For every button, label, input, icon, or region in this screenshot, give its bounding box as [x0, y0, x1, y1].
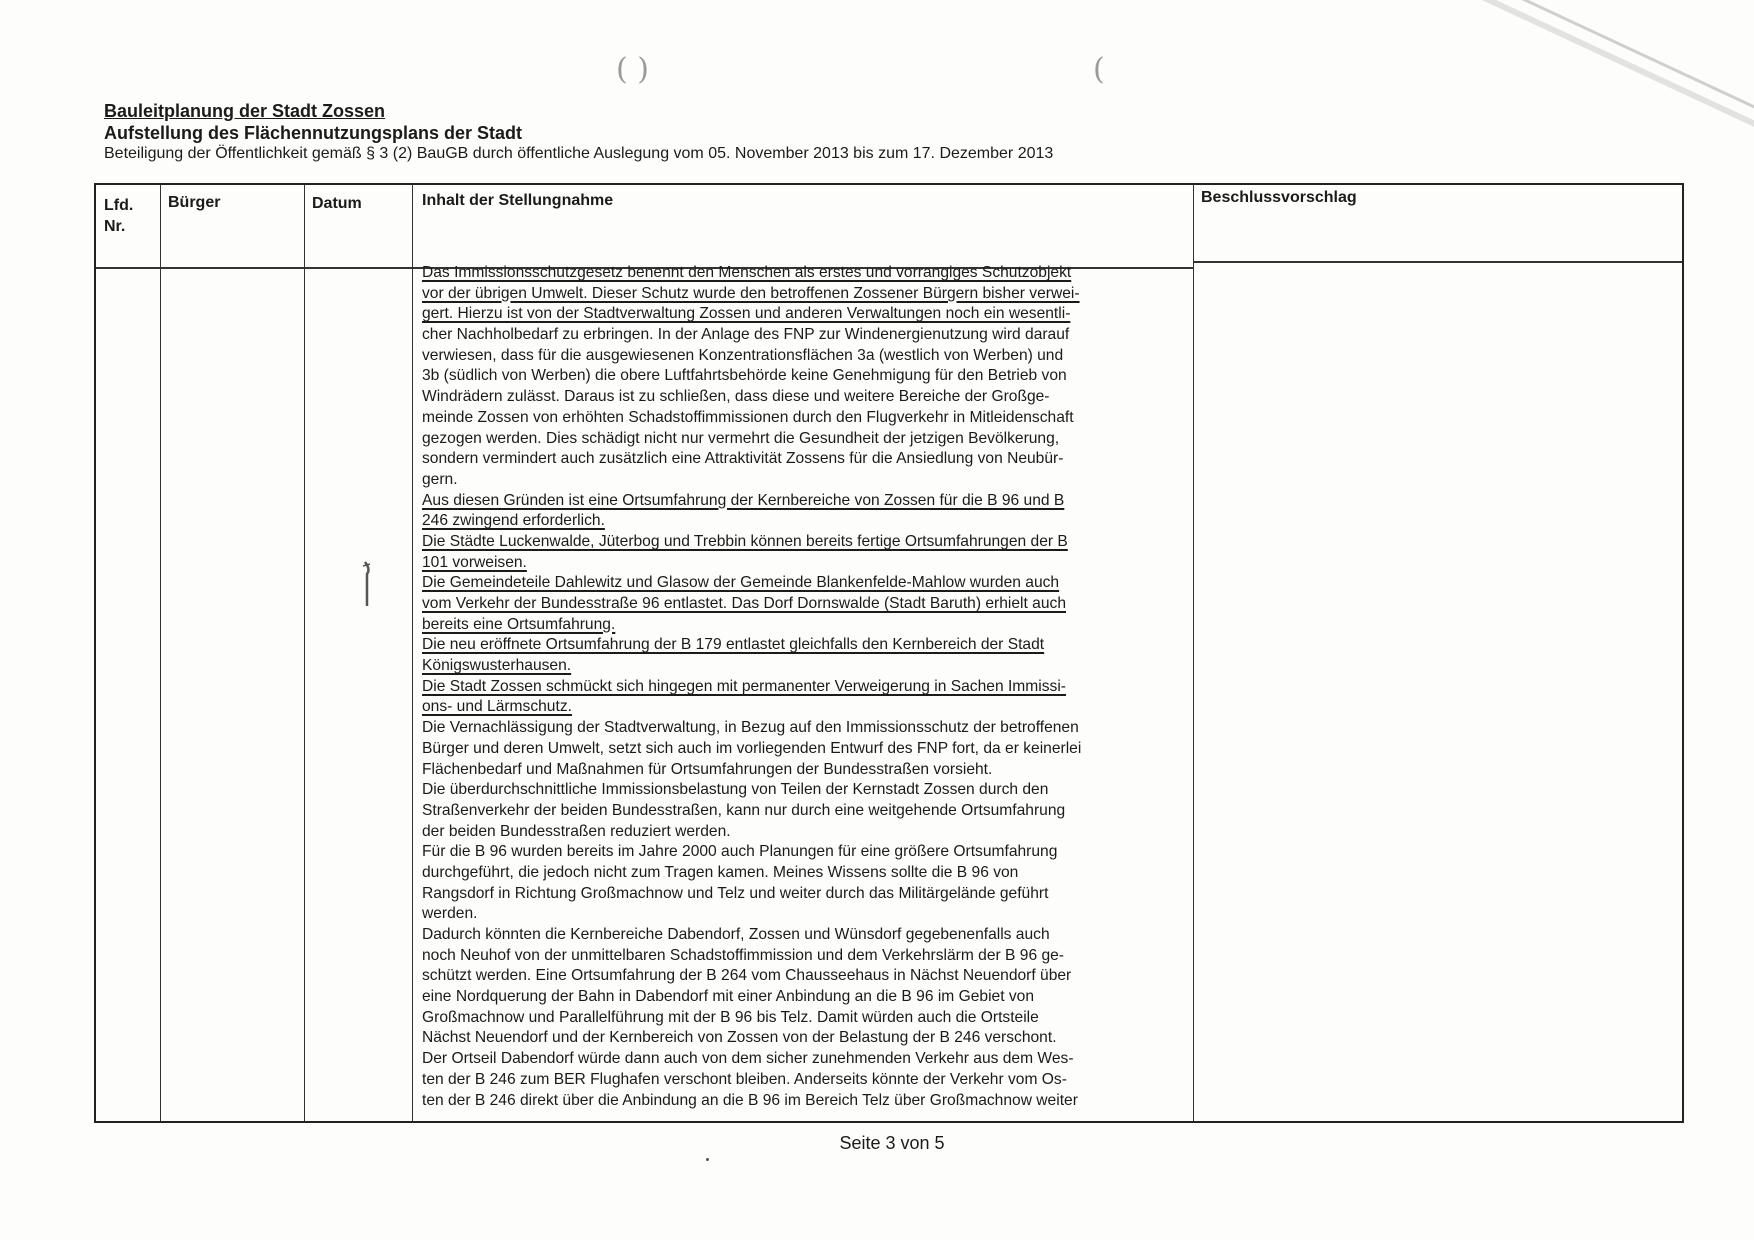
content-line: gert. Hierzu ist von der Stadtverwaltung Zossen und anderen Verwaltungen noch ein wesentli- — [422, 305, 1071, 323]
content-line: Flächenbedarf und Maßnahmen für Ortsumfahrungen der Bundesstraßen vorsieht. — [422, 760, 993, 778]
content-line: werden. — [422, 905, 478, 923]
content-line: 101 vorweisen. — [422, 553, 527, 571]
column-divider — [412, 185, 413, 1121]
content-line: schützt werden. Eine Ortsumfahrung der B 264 vom Chausseehaus in Nächst Neuendorf über — [422, 967, 1072, 985]
document-subtitle: Aufstellung des Flächennutzungsplans der Stadt — [104, 123, 523, 143]
content-line: Bürger und deren Umwelt, setzt sich auch im vorliegenden Entwurf des FNP fort, da er keinerlei — [422, 739, 1082, 757]
content-line: 246 zwingend erforderlich. — [422, 512, 605, 530]
content-line: gern. — [422, 470, 458, 488]
column-header-inhalt: Inhalt der Stellungnahme — [422, 192, 614, 209]
content-line: gezogen werden. Dies schädigt nicht nur vermehrt die Gesundheit der jetzigen Bevölkerung, — [422, 429, 1060, 447]
content-line: Die überdurchschnittliche Immissionsbelastung von Teilen der Kernstadt Zossen durch den — [422, 781, 1049, 799]
scan-speck — [706, 1158, 709, 1161]
document-info-line: Beteiligung der Öffentlichkeit gemäß § 3 (2) BauGB durch öffentliche Auslegung vom 05. November 2013 bis zum 17. Dezember 2013 — [104, 145, 1054, 162]
statement-table — [94, 183, 1684, 1123]
content-line: Das Immissionsschutzgesetz benennt den Menschen als erstes und vorrangiges Schutzobjekt — [422, 264, 1072, 281]
content-line: ons- und Lärmschutz. — [422, 698, 572, 716]
content-line: meinde Zossen von erhöhten Schadstoffimmissionen durch den Flugverkehr in Mitleidenschaft — [422, 408, 1074, 426]
content-line: verwiesen, dass für die ausgewiesenen Konzentrationsflächen 3a (westlich von Werben) und — [422, 346, 1064, 364]
content-line: 3b (südlich von Werben) die obere Luftfahrtsbehörde keine Genehmigung für den Betrieb von — [422, 367, 1067, 385]
statement-content — [422, 263, 1187, 1111]
content-line: Nächst Neuendorf und der Kernbereich von Zossen von der Belastung der B 246 verschont. — [422, 1029, 1057, 1047]
punch-hole-mark: ( ) — [616, 52, 649, 87]
content-line: cher Nachholbedarf zu erbringen. In der Anlage des FNP zur Windenergienutzung wird darauf — [422, 326, 1070, 344]
header-row-divider — [1193, 261, 1682, 263]
content-line: noch Neuhof von der unmittelbaren Schadstoffimmission und dem Verkehrslärm der B 96 ge- — [422, 946, 1064, 964]
column-divider — [1193, 185, 1194, 1121]
content-line: durchgeführt, die jedoch nicht zum Tragen kamen. Meines Wissens sollte die B 96 von — [422, 863, 1019, 881]
column-header-buerger: Bürger — [168, 194, 221, 211]
content-line: ten der B 246 zum BER Flughafen verschont bleiben. Anderseits könnte der Verkehr vom Os- — [422, 1070, 1067, 1088]
content-line: Die Vernachlässigung der Stadtverwaltung, in Bezug auf den Immissionsschutz der betroffenen — [422, 719, 1079, 737]
document-title: Bauleitplanung der Stadt Zossen — [104, 101, 386, 121]
content-line: sondern vermindert auch zusätzlich eine Attraktivität Zossens für die Ansiedlung von Neubür- — [422, 450, 1064, 468]
content-line: vom Verkehr der Bundesstraße 96 entlastet. Das Dorf Dornswalde (Stadt Baruth) erhielt auch — [422, 595, 1066, 612]
content-line: Aus diesen Gründen ist eine Ortsumfahrung der Kernbereiche von Zossen für die B 96 und B — [422, 491, 1065, 509]
scan-edge-shadow — [1434, 0, 1754, 160]
page-number: Seite 3 von 5 — [839, 1133, 945, 1153]
content-line: der beiden Bundesstraßen reduziert werden. — [422, 822, 731, 840]
content-line: Dadurch könnten die Kernbereiche Dabendorf, Zossen und Wünsdorf gegebenenfalls auch — [422, 926, 1050, 943]
column-header-beschlussvorschlag: Beschlussvorschlag — [1201, 189, 1357, 206]
content-line: Straßenverkehr der beiden Bundesstraßen, kann nur durch eine weitgehende Ortsumfahrung — [422, 801, 1066, 819]
content-line: Die Stadt Zossen schmückt sich hingegen mit permanenter Verweigerung in Sachen Immissi- — [422, 677, 1066, 695]
content-line: eine Nordquerung der Bahn in Dabendorf mit einer Anbindung an die B 96 im Gebiet von — [422, 988, 1035, 1006]
content-line: Der Ortseil Dabendorf würde dann auch von dem sicher zunehmenden Verkehr aus dem Wes- — [422, 1050, 1074, 1068]
column-header-datum: Datum — [312, 195, 362, 212]
content-line: Windrädern zulässt. Daraus ist zu schließen, dass diese und weitere Bereiche der Großge- — [422, 388, 1050, 406]
content-line: ten der B 246 direkt über die Anbindung an die B 96 im Bereich Telz über Großmachnow weiter — [422, 1091, 1078, 1109]
column-divider — [304, 185, 305, 1121]
content-line: Die neu eröffnete Ortsumfahrung der B 179 entlastet gleichfalls den Kernbereich der Stadt — [422, 636, 1045, 654]
column-header-lfd-nr: Lfd. Nr. — [104, 197, 134, 235]
punch-hole-mark: ( — [1093, 52, 1105, 87]
content-line: Großmachnow und Parallelführung mit der B 96 bis Telz. Damit würden auch die Ortsteile — [422, 1008, 1039, 1026]
column-divider — [160, 185, 161, 1121]
handwritten-mark — [362, 560, 372, 610]
content-line: Königswusterhausen. — [422, 657, 572, 675]
content-line: Rangsdorf in Richtung Großmachnow und Telz und weiter durch das Militärgelände geführt — [422, 884, 1049, 902]
document-header — [104, 100, 1053, 164]
content-line: Für die B 96 wurden bereits im Jahre 2000 auch Planungen für eine größere Ortsumfahrung — [422, 843, 1058, 861]
content-line: Die Städte Luckenwalde, Jüterbog und Trebbin können bereits fertige Ortsumfahrungen der B — [422, 532, 1068, 550]
content-line: vor der übrigen Umwelt. Dieser Schutz wurde den betroffenen Zossener Bürgern bisher verwei- — [422, 284, 1080, 302]
content-line: Die Gemeindeteile Dahlewitz und Glasow der Gemeinde Blankenfelde-Mahlow wurden auch — [422, 574, 1060, 592]
content-line: bereits eine Ortsumfahrung. — [422, 615, 616, 633]
